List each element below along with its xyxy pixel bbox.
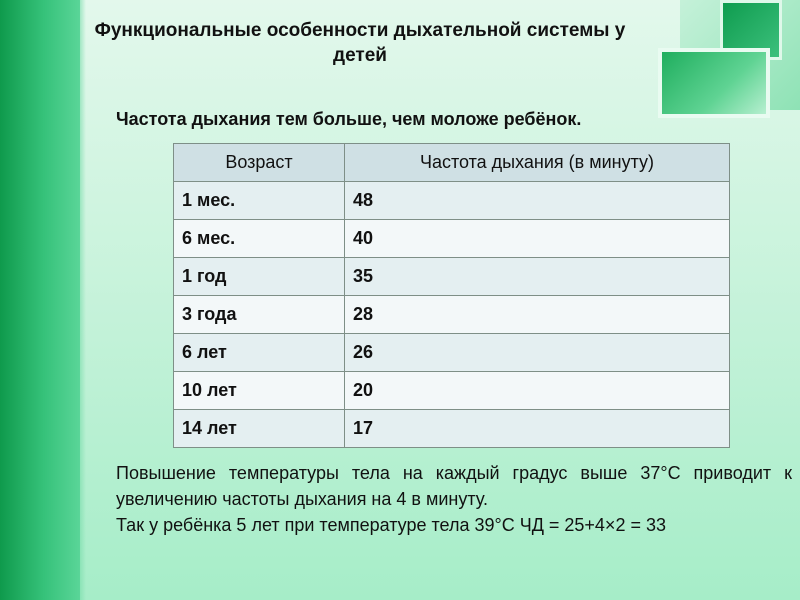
table-row [174,182,730,220]
table-row [174,258,730,296]
corner-decor-square-main [658,48,770,118]
cell-rate: 40 [345,220,730,258]
cell-age: 1 мес. [174,182,345,220]
cell-age: 6 лет [174,334,345,372]
cell-rate: 28 [345,296,730,334]
column-header-rate: Частота дыхания (в минуту) [345,144,730,182]
cell-rate: 48 [345,182,730,220]
cell-rate: 35 [345,258,730,296]
table-row [174,296,730,334]
note-temperature: Повышение температуры тела на каждый градус выше 37°С приводит к увеличению частоты дыхания на 4 в минуту. [116,463,792,509]
table-header-row [174,144,730,182]
table-row [174,334,730,372]
left-decor-bar [0,0,80,600]
slide-title: Функциональные особенности дыхательной системы у детей [94,20,626,66]
cell-age: 3 года [174,296,345,334]
cell-age: 6 мес. [174,220,345,258]
slide-subtitle: Частота дыхания тем больше, чем моложе ребёнок. [116,109,582,129]
breathing-rate-table [173,143,730,448]
note-example: Так у ребёнка 5 лет при температуре тела 39°С ЧД = 25+4×2 = 33 [116,515,666,535]
table-row [174,372,730,410]
cell-age: 10 лет [174,372,345,410]
cell-rate: 26 [345,334,730,372]
column-header-age: Возраст [174,144,345,182]
cell-age: 1 год [174,258,345,296]
notes-block [116,460,792,538]
table-row [174,220,730,258]
table-row [174,410,730,448]
left-decor-bar-edge [80,0,86,600]
cell-age: 14 лет [174,410,345,448]
cell-rate: 17 [345,410,730,448]
cell-rate: 20 [345,372,730,410]
